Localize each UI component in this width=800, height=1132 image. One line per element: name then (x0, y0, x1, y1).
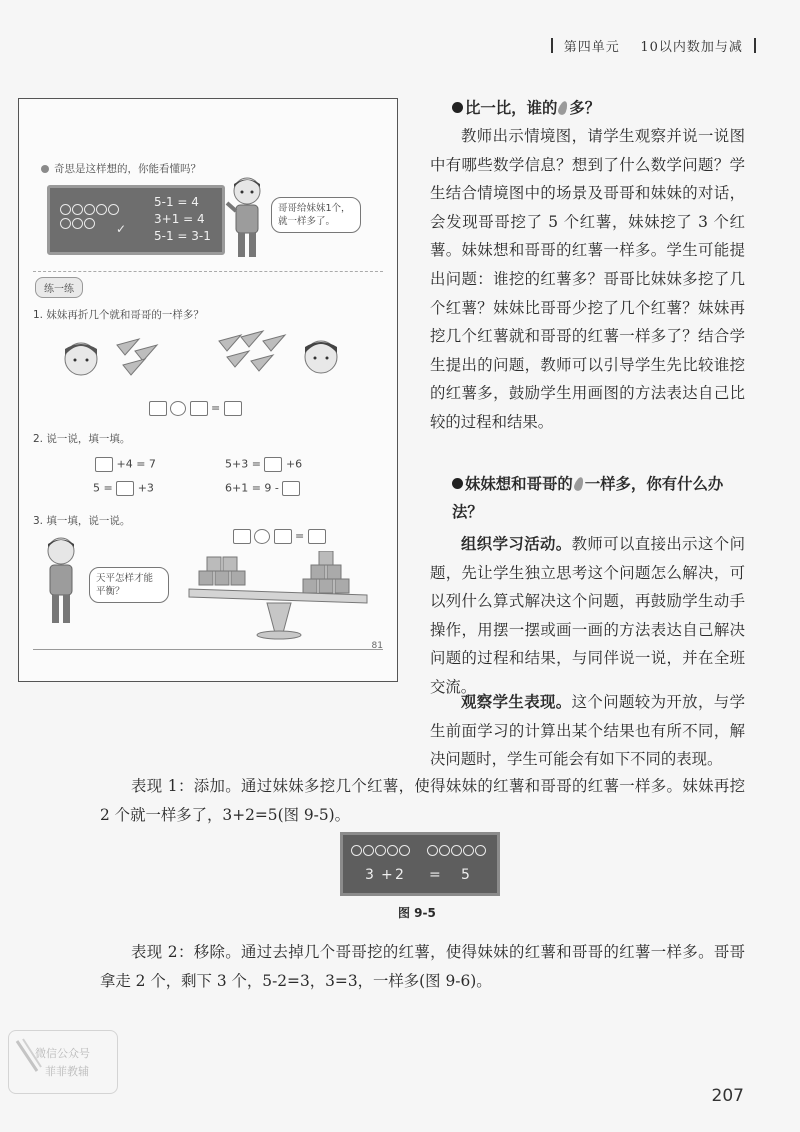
blank-box[interactable] (149, 401, 167, 416)
chalkboard (47, 185, 225, 255)
header-bar-right (754, 38, 756, 53)
equation-c: 5 = +3 (93, 481, 154, 495)
check-mark-icon: ✓ (116, 222, 127, 236)
header-bar-left (551, 38, 553, 53)
divider (33, 649, 383, 650)
figure-9-5: 3 + 2 = 5 (340, 832, 500, 896)
blank-box[interactable] (274, 529, 292, 544)
blank-box[interactable] (282, 481, 300, 496)
paragraph-1: 教师出示情境图，请学生观察并说一说图中有哪些数学信息？想到了什么数学问题？学生结合情境图中的场景及哥哥和妹妹的对话，会发现哥哥挖了 5 个红薯，妹妹挖了 3 个红薯。妹妹想和哥哥的红薯一样多。学生可能提出问题：谁挖的红薯多？哥哥比妹妹多挖了几个红薯？妹妹比哥哥少挖了几个红薯？妹妹再挖几个红薯就和哥哥的红薯一样多了？结合学生提出的问题，教师可以引导学生先比较谁挖的红薯多，鼓励学生用画图的方法表达自己比较的过程和结果。 (430, 127, 745, 431)
textbook-inset (18, 98, 398, 682)
balance-scale-icon (187, 551, 383, 641)
watermark-line-2: 菲菲教辅 (45, 1065, 89, 1078)
paragraph-4: 表现 1：添加。通过妹妹多挖几个红薯，使得妹妹的红薯和哥哥的红薯一样多。妹妹再挖 2 个就一样多了，3+2=5(图 9-5)。 (100, 777, 745, 824)
section-heading-1: 比一比，谁的 多？ (452, 94, 600, 122)
page-header (545, 36, 762, 55)
bullet-icon (41, 165, 49, 173)
inset-page-number: 81 (371, 641, 383, 651)
answer-blanks-1: = (149, 401, 242, 416)
equation-b: 5+3 = +6 (225, 457, 303, 471)
header-topic: 10以内数加与减 (640, 40, 743, 55)
exercise-1: 1. 妹妹再折几个就和哥哥的一样多？ (33, 309, 204, 321)
bullet-icon (452, 478, 463, 489)
exercise-3: 3. 填一填，说一说。 (33, 515, 131, 527)
practice-label: 练一练 (35, 277, 83, 298)
boy-illustration-icon (37, 535, 85, 635)
answer-blanks-3: = (233, 529, 326, 544)
paragraph-3: 观察学生表现。这个问题较为开放，与学生前面学习的计算出某个结果也有所不同，解决问题时，学生可能会有如下不同的表现。 (430, 693, 745, 769)
section-heading-2: 妹妹想和哥哥的 一样多，你有什么办法？ (452, 475, 724, 521)
planes-and-boy-icon (215, 327, 365, 389)
blank-box[interactable] (264, 457, 282, 472)
speech-bubble-1: 哥哥给妹妹1个，就一样多了。 (271, 197, 361, 233)
blank-box[interactable] (190, 401, 208, 416)
blank-box[interactable] (116, 481, 134, 496)
divider (33, 271, 383, 272)
operator-circle[interactable] (254, 529, 270, 544)
blank-box[interactable] (224, 401, 242, 416)
figure-caption: 图 9-5 (398, 906, 436, 920)
watermark-line-1: 微信公众号 (35, 1047, 90, 1060)
equation-d: 6+1 = 9 - (225, 481, 300, 496)
board-circles (60, 204, 120, 232)
leaf-icon (573, 476, 585, 492)
header-unit: 第四单元 (563, 40, 620, 55)
board-equations: 5-1 = 4 3+1 = 4 5-1 = 3-1 (154, 195, 211, 243)
watermark (8, 1030, 118, 1094)
blank-box[interactable] (308, 529, 326, 544)
leaf-icon (557, 100, 569, 116)
girl-and-planes-icon (59, 333, 159, 383)
figure-circles (351, 841, 487, 860)
paragraph-2: 组织学习活动。教师可以直接出示这个问题，先让学生独立思考这个问题怎么解决，可以列什么算式解决这个问题，再鼓励学生动手操作，用摆一摆或画一画的方法表达自己解决问题的过程和结果，与同伴说一说，并在全班交流。 (430, 535, 745, 696)
operator-circle[interactable] (170, 401, 186, 416)
page-number: 207 (711, 1086, 744, 1106)
inset-question-1: 奇思是这样想的，你能看懂吗？ (41, 161, 201, 176)
bullet-icon (452, 102, 463, 113)
boy-illustration-icon (225, 175, 269, 265)
speech-bubble-2: 天平怎样才能平衡？ (89, 567, 169, 603)
blank-box[interactable] (95, 457, 113, 472)
blank-box[interactable] (233, 529, 251, 544)
equation-a: +4 = 7 (95, 457, 156, 472)
exercise-2: 2. 说一说，填一填。 (33, 433, 131, 445)
paragraph-5: 表现 2：移除。通过去掉几个哥哥挖的红薯，使得妹妹的红薯和哥哥的红薯一样多。哥哥拿走 2 个，剩下 3 个，5-2=3，3=3，一样多(图 9-6)。 (100, 943, 745, 990)
